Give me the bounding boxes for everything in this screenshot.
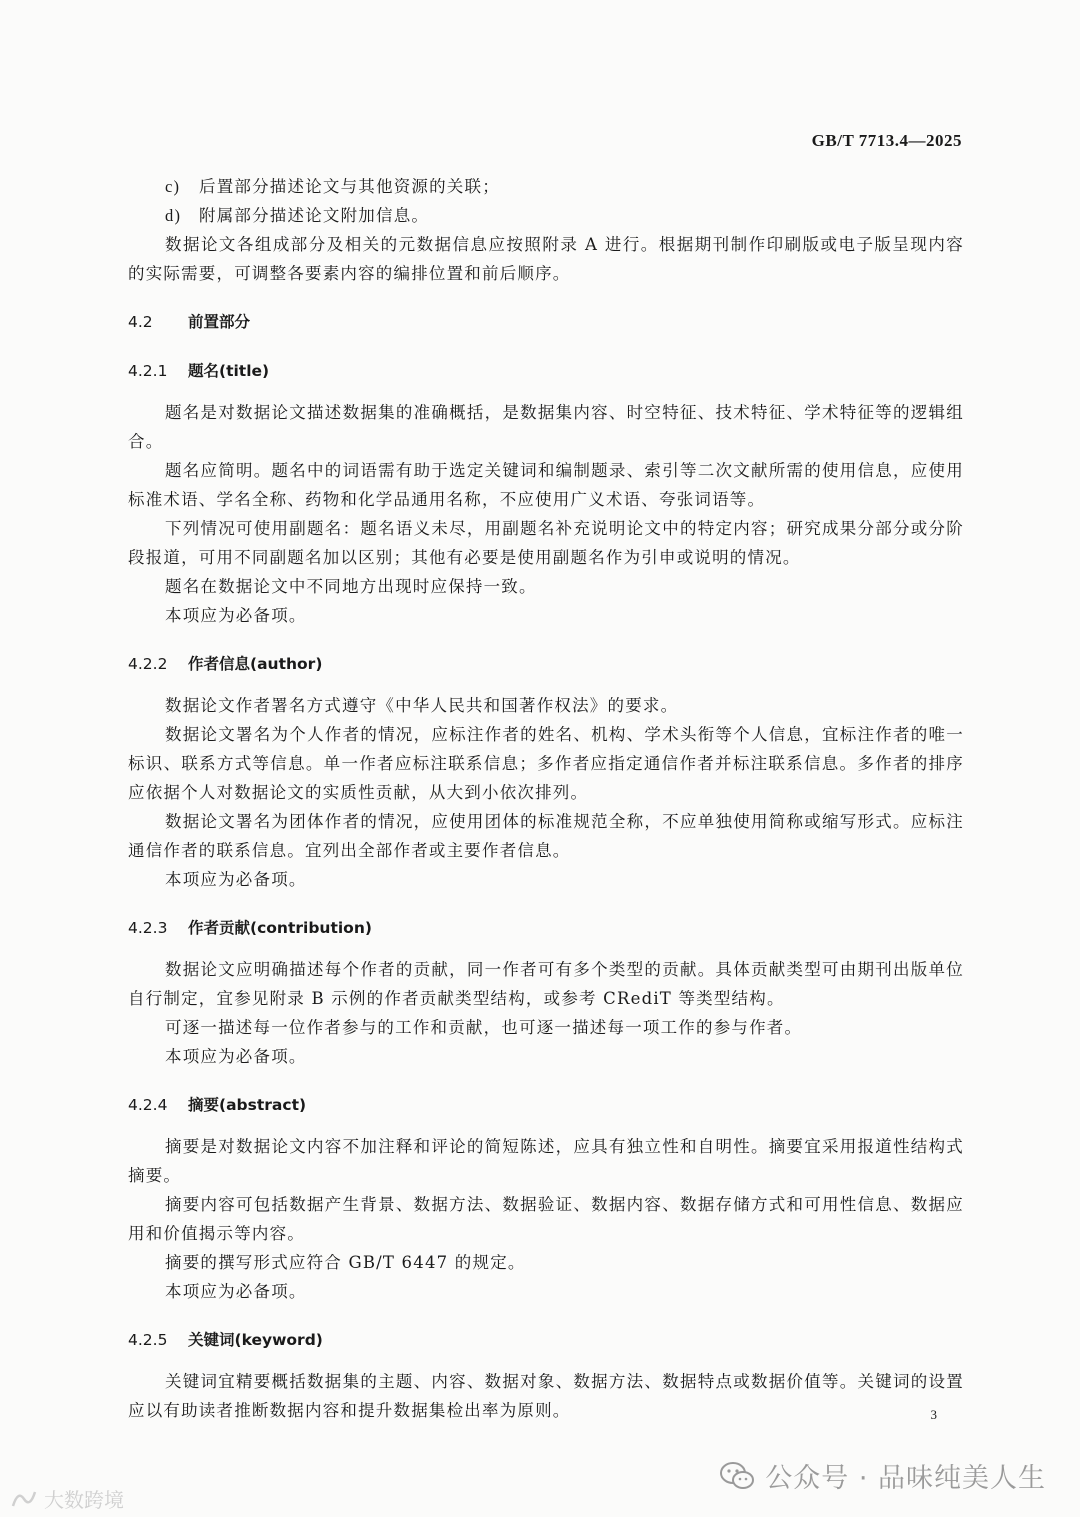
paragraph: 题名在数据论文中不同地方出现时应保持一致。 — [165, 577, 537, 596]
paragraph: 摘要的撰写形式应符合 GB/T 6447 的规定。 — [165, 1253, 526, 1272]
watermark-left: 大数跨境 — [10, 1484, 124, 1513]
subsection-heading: 4.2.1 题名(title) — [128, 362, 270, 380]
paragraph: 数据论文应明确描述每个作者的贡献，同一作者可有多个类型的贡献。具体贡献类型可由期刊出版单位自行制定，宜参见附录 B 示例的作者贡献类型结构，或参考 CRediT 等类型结构。 — [128, 960, 964, 1008]
paragraph: 本项应为必备项。 — [165, 606, 307, 625]
subsection-heading: 4.2.2 作者信息(author) — [128, 655, 323, 673]
paragraph: 本项应为必备项。 — [165, 870, 307, 889]
paragraph: 数据论文作者署名方式遵守《中华人民共和国著作权法》的要求。 — [165, 696, 679, 715]
brand-logo-icon — [10, 1488, 38, 1510]
watermark-right: 公众号 · 品味纯美人生 — [719, 1456, 1046, 1495]
paragraph: 本项应为必备项。 — [165, 1282, 307, 1301]
document-body — [128, 172, 964, 1425]
paragraph: 题名是对数据论文描述数据集的准确概括，是数据集内容、时空特征、技术特征、学术特征等的逻辑组合。 — [128, 403, 964, 451]
paragraph: 可逐一描述每一位作者参与的工作和贡献，也可逐一描述每一项工作的参与作者。 — [165, 1018, 803, 1037]
subsection-heading: 4.2.4 摘要(abstract) — [128, 1096, 307, 1114]
paragraph: 摘要是对数据论文内容不加注释和评论的简短陈述，应具有独立性和自明性。摘要宜采用报道性结构式摘要。 — [128, 1137, 964, 1185]
paragraph: 摘要内容可包括数据产生背景、数据方法、数据验证、数据内容、数据存储方式和可用性信息、数据应用和价值揭示等内容。 — [128, 1195, 964, 1243]
paragraph: 本项应为必备项。 — [165, 1047, 307, 1066]
list-item: d) 附属部分描述论文附加信息。 — [165, 206, 430, 225]
page-number: 3 — [930, 1407, 937, 1422]
subsection-heading: 4.2.5 关键词(keyword) — [128, 1331, 323, 1349]
wechat-icon — [719, 1461, 755, 1491]
paragraph: 关键词宜精要概括数据集的主题、内容、数据对象、数据方法、数据特点或数据价值等。关键词的设置应以有助读者推断数据内容和提升数据集检出率为原则。 — [128, 1372, 964, 1420]
paragraph: 数据论文各组成部分及相关的元数据信息应按照附录 A 进行。根据期刊制作印刷版或电子版呈现内容的实际需要，可调整各要素内容的编排位置和前后顺序。 — [128, 235, 964, 283]
subsection-heading: 4.2.3 作者贡献(contribution) — [128, 919, 372, 937]
paragraph: 下列情况可使用副题名：题名语义未尽，用副题名补充说明论文中的特定内容；研究成果分部分或分阶段报道，可用不同副题名加以区别；其他有必要是使用副题名作为引申或说明的情况。 — [128, 519, 964, 567]
paragraph: 题名应简明。题名中的词语需有助于选定关键词和编制题录、索引等二次文献所需的使用信息，应使用标准术语、学名全称、药物和化学品通用名称，不应使用广义术语、夸张词语等。 — [128, 461, 964, 509]
paragraph: 数据论文署名为团体作者的情况，应使用团体的标准规范全称，不应单独使用简称或缩写形式。应标注通信作者的联系信息。宜列出全部作者或主要作者信息。 — [128, 812, 964, 860]
section-heading: 4.2 前置部分 — [128, 313, 251, 331]
paragraph: 数据论文署名为个人作者的情况，应标注作者的姓名、机构、学术头衔等个人信息，宜标注作者的唯一标识、联系方式等信息。单一作者应标注联系信息；多作者应指定通信作者并标注联系信息。多作者的排序应依据个人对数据论文的实质性贡献，从大到小依次排列。 — [128, 725, 964, 802]
list-item: c) 后置部分描述论文与其他资源的关联； — [165, 177, 500, 196]
standard-code: GB/T 7713.4—2025 — [811, 131, 962, 150]
